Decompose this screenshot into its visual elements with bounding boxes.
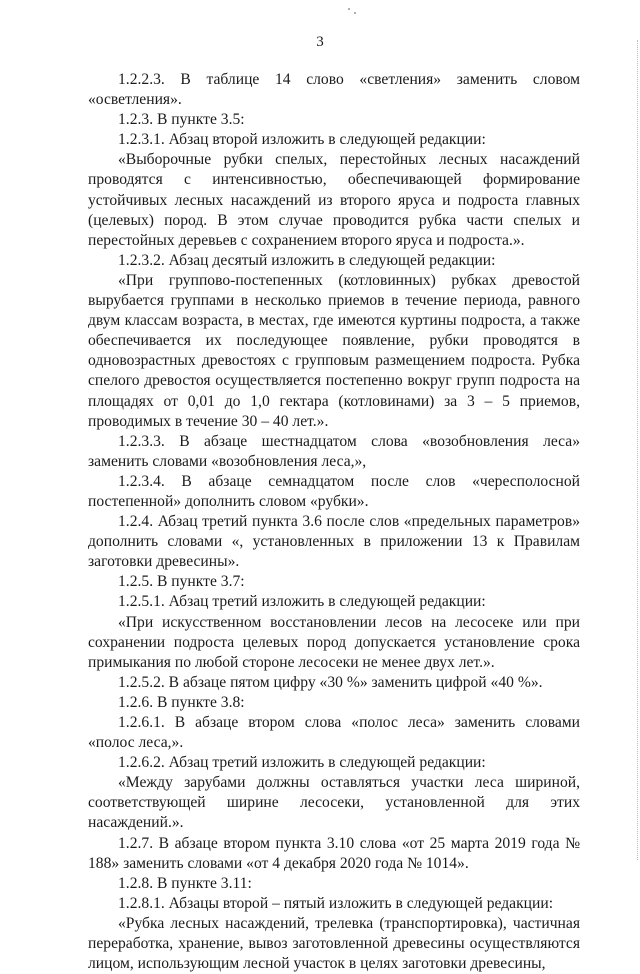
paragraph: 1.2.3.2. Абзац десятый изложить в следующей редакции: [118, 251, 496, 269]
quoted-paragraph: «Выборочные рубки спелых, перестойных лесных насаждений проводятся с интенсивностью, обеспечивающей формирование устойчивых лесных насаждений из второго яруса и подроста главных (целевых) пород. В этом случае проводится рубка части спелых и перестойных деревьев с сохранением второго яруса и подроста.». [88, 151, 580, 249]
quoted-paragraph: «Рубка лесных насаждений, трелевка (транспортировка), частичная переработка, хранение, вывоз заготовленной древесины осуществляются лицом, использующим лесной участок в целях заготовки древесины, [88, 914, 580, 973]
scan-speck [348, 8, 350, 10]
quoted-paragraph: «Между зарубами должны оставляться участки леса шириной, соответствующей ширине лесосеки, установленной для этих насаждений.». [88, 774, 580, 832]
paragraph: 1.2.3.1. Абзац второй изложить в следующей редакции: [118, 131, 486, 149]
document-body [88, 70, 580, 974]
paragraph: 1.2.5.1. Абзац третий изложить в следующей редакции: [118, 593, 486, 611]
page-number: 3 [316, 34, 324, 50]
paragraph: 1.2.6.1. В абзаце втором слова «полос леса» заменить словами «полос леса,». [88, 714, 580, 752]
scan-speck [354, 12, 356, 14]
paragraph: 1.2.8. В пункте 3.11: [118, 874, 252, 892]
paragraph: 1.2.4. Абзац третий пункта 3.6 после слов «предельных параметров» дополнить словами «, установленных в приложении 13 к Правилам заготовки древесины». [88, 513, 580, 571]
paragraph: 1.2.3.4. В абзаце семнадцатом после слов «чересполосной постепенной» дополнить словом «рубки». [88, 472, 580, 510]
paragraph: 1.2.8.1. Абзацы второй – пятый изложить в следующей редакции: [118, 894, 554, 912]
page-edge [636, 40, 638, 860]
paragraph: 1.2.7. В абзаце втором пункта 3.10 слова «от 25 марта 2019 года № 188» заменить словами «от 4 декабря 2020 года № 1014». [88, 834, 580, 872]
paragraph: 1.2.5.2. В абзаце пятом цифру «30 %» заменить цифрой «40 %». [118, 673, 543, 691]
paragraph: 1.2.2.3. В таблице 14 слово «светления» заменить словом «осветления». [88, 71, 580, 109]
paragraph: 1.2.6.2. Абзац третий изложить в следующей редакции: [118, 754, 486, 772]
paragraph: 1.2.3.3. В абзаце шестнадцатом слова «возобновления леса» заменить словами «возобновления леса,», [88, 432, 580, 470]
paragraph: 1.2.3. В пункте 3.5: [118, 111, 245, 129]
quoted-paragraph: «При искусственном восстановлении лесов на лесосеке или при сохранении подроста целевых пород допускается установление срока примыкания по любой стороне лесосеки не менее двух лет.». [88, 613, 580, 671]
paragraph: 1.2.5. В пункте 3.7: [118, 573, 245, 591]
paragraph: 1.2.6. В пункте 3.8: [118, 693, 245, 711]
quoted-paragraph: «При группово-постепенных (котловинных) рубках древостой вырубается группами в несколько приемов в течение периода, равного двум классам возраста, в местах, где имеются куртины подроста, а также обеспечивается их последующее появление, рубки проводятся в одновозрастных древостоях с групповым размещением подроста. Рубка спелого древостоя осуществляется постепенно вокруг групп подроста на площадях от 0,01 до 1,0 гектара (котловинами) за 3 – 5 приемов, проводимых в течение 30 – 40 лет.». [88, 271, 580, 430]
